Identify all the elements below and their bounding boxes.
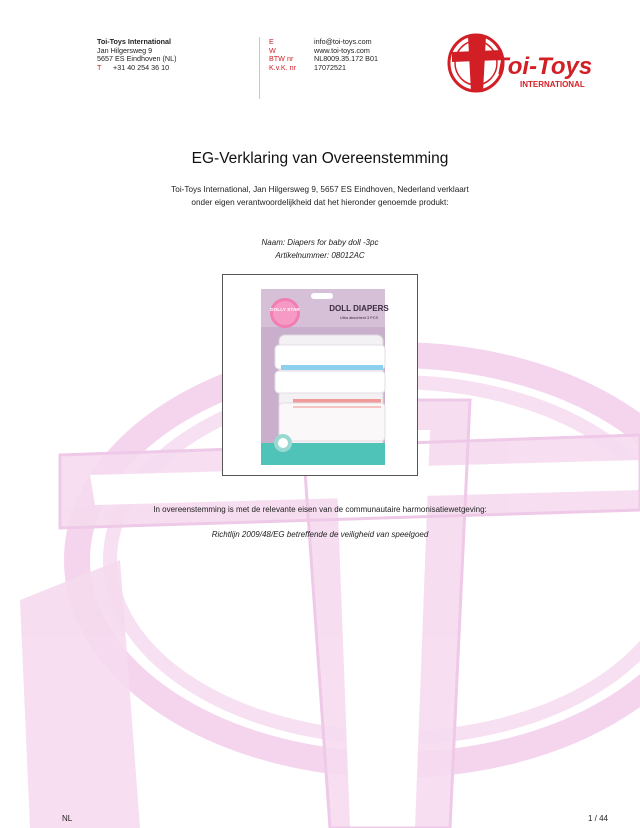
contact-label: E	[269, 37, 274, 46]
compliance-statement: In overeenstemming is met de relevante eisen van de communautaire harmonisatiewetgeving:	[153, 505, 487, 514]
company-city: 5657 ES Eindhoven (NL)	[97, 54, 177, 64]
intro-line-1: Toi-Toys International, Jan Hilgersweg 9, 5657 ES Eindhoven, Nederland verklaart	[171, 185, 469, 194]
article-number: Artikelnummer: 08012AC	[275, 250, 365, 260]
email-value[interactable]: info@toi-toys.com	[314, 37, 372, 46]
intro-line-2: onder eigen verantwoordelijkheid dat het hieronder genoemde produkt:	[191, 197, 449, 207]
contact-label: BTW nr	[269, 54, 294, 64]
vat-value: NL8009.35.172 B01	[314, 54, 378, 64]
phone-label: T	[97, 62, 102, 72]
company-address	[97, 38, 177, 72]
header-divider	[259, 37, 260, 99]
kvk-value: 17072521	[314, 62, 346, 72]
company-street: Jan Hilgersweg 9	[97, 45, 153, 55]
product-info	[0, 237, 640, 262]
website-value[interactable]: www.toi-toys.com	[314, 45, 370, 55]
company-name: Toi-Toys International	[97, 37, 172, 46]
intro-text	[0, 184, 640, 209]
phone-value: +31 40 254 36 10	[113, 62, 170, 72]
logo-subtitle: INTERNATIONAL	[520, 80, 585, 89]
package-title: DOLL DIAPERS	[329, 304, 389, 313]
toi-toys-logo	[446, 30, 608, 96]
company-phone	[97, 64, 177, 73]
contact-label: K.v.K. nr	[269, 62, 297, 72]
logo-wordmark: Toi-Toys	[494, 53, 593, 80]
contact-row-kvk	[269, 64, 378, 73]
product-photo	[222, 274, 418, 476]
directive-reference: Richtlijn 2009/48/EG betreffende de veiligheid van speelgoed	[211, 530, 429, 539]
contact-label: W	[269, 45, 276, 55]
document-title: EG-Verklaring van Overeenstemming	[191, 150, 449, 167]
product-package-image	[223, 275, 417, 475]
page-number: 1 / 44	[587, 814, 608, 823]
contact-details	[269, 38, 378, 72]
brand-badge-text: DOLLY STAR	[270, 308, 300, 313]
language-code: NL	[62, 814, 73, 823]
package-subtitle: Ultra absorbent 3 PCS	[340, 316, 378, 320]
product-name: Naam: Diapers for baby doll -3pc	[261, 238, 379, 247]
